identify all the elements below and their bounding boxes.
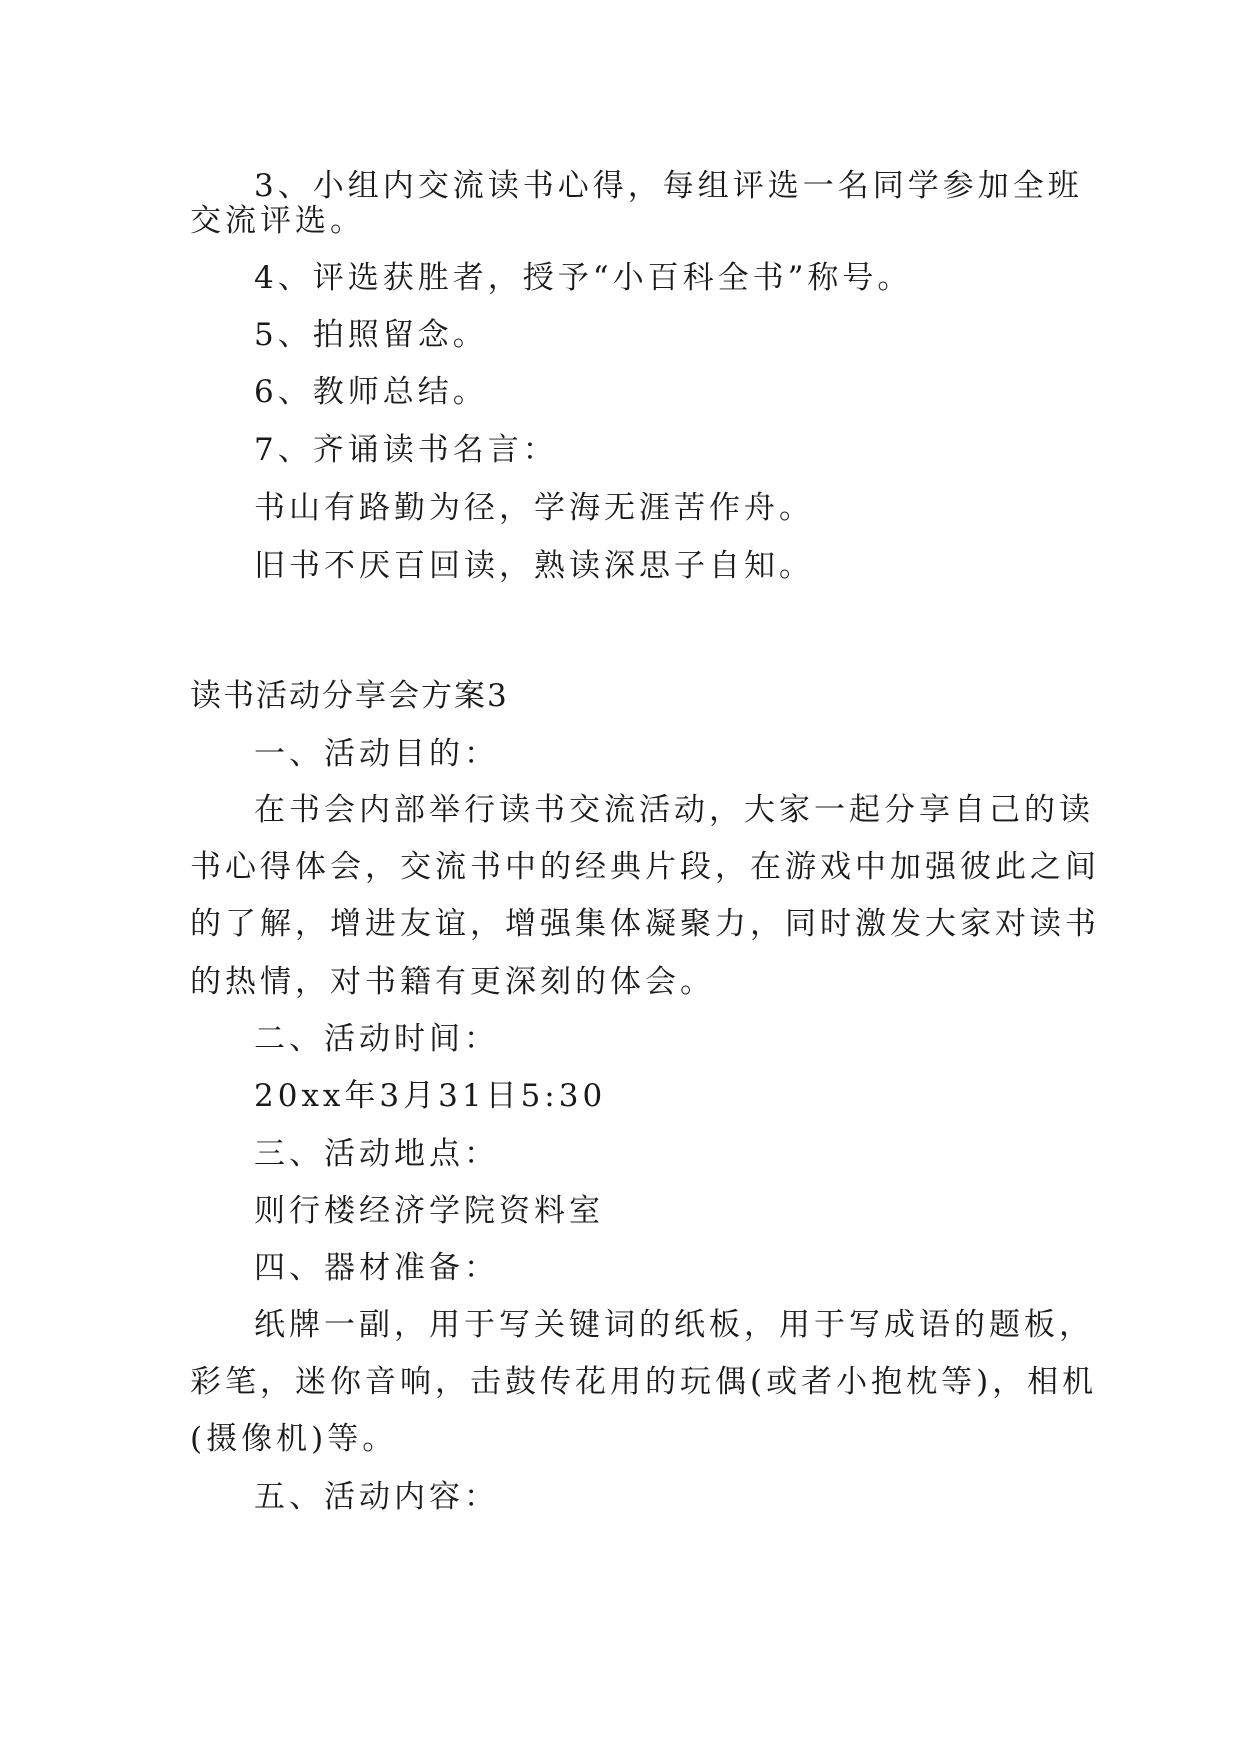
section-2-heading: 二、活动时间： — [254, 1021, 499, 1057]
section-5-heading: 五、活动内容： — [254, 1479, 499, 1515]
item-3-line-1: 3、小组内交流读书心得，每组评选一名同学参加全班 — [254, 168, 1083, 204]
section-4-para-line-2: 彩笔，迷你音响，击鼓传花用的玩偶(或者小抱枕等)，相机 — [190, 1364, 1098, 1400]
item-3-line-2: 交流评选。 — [190, 203, 365, 239]
section-4-heading: 四、器材准备： — [254, 1250, 499, 1286]
section-1-heading: 一、活动目的： — [254, 736, 499, 772]
quote-1: 书山有路勤为径，学海无涯苦作舟。 — [254, 490, 814, 526]
section-3-value: 则行楼经济学院资料室 — [254, 1193, 604, 1229]
section-1-para-line-1: 在书会内部举行读书交流活动，大家一起分享自己的读 — [254, 792, 1094, 828]
section-1-para-line-3: 的了解，增进友谊，增强集体凝聚力，同时激发大家对读书 — [190, 906, 1100, 942]
section-2-value: 20xx年3月31日5:30 — [254, 1078, 607, 1114]
section-4-para-line-3: (摄像机)等。 — [190, 1421, 398, 1457]
item-7: 7、齐诵读书名言： — [254, 432, 558, 468]
item-5: 5、拍照留念。 — [254, 317, 488, 353]
quote-2: 旧书不厌百回读，熟读深思子自知。 — [254, 548, 814, 584]
section-1-para-line-2: 书心得体会，交流书中的经典片段，在游戏中加强彼此之间 — [190, 849, 1100, 885]
section-3-heading: 三、活动地点： — [254, 1136, 499, 1172]
item-4: 4、评选获胜者，授予“小百科全书”称号。 — [254, 260, 913, 296]
section-title: 读书活动分享会方案3 — [190, 678, 509, 714]
item-6: 6、教师总结。 — [254, 374, 488, 410]
section-4-para-line-1: 纸牌一副，用于写关键词的纸板，用于写成语的题板， — [254, 1307, 1094, 1343]
section-1-para-line-4: 的热情，对书籍有更深刻的体会。 — [190, 964, 715, 1000]
